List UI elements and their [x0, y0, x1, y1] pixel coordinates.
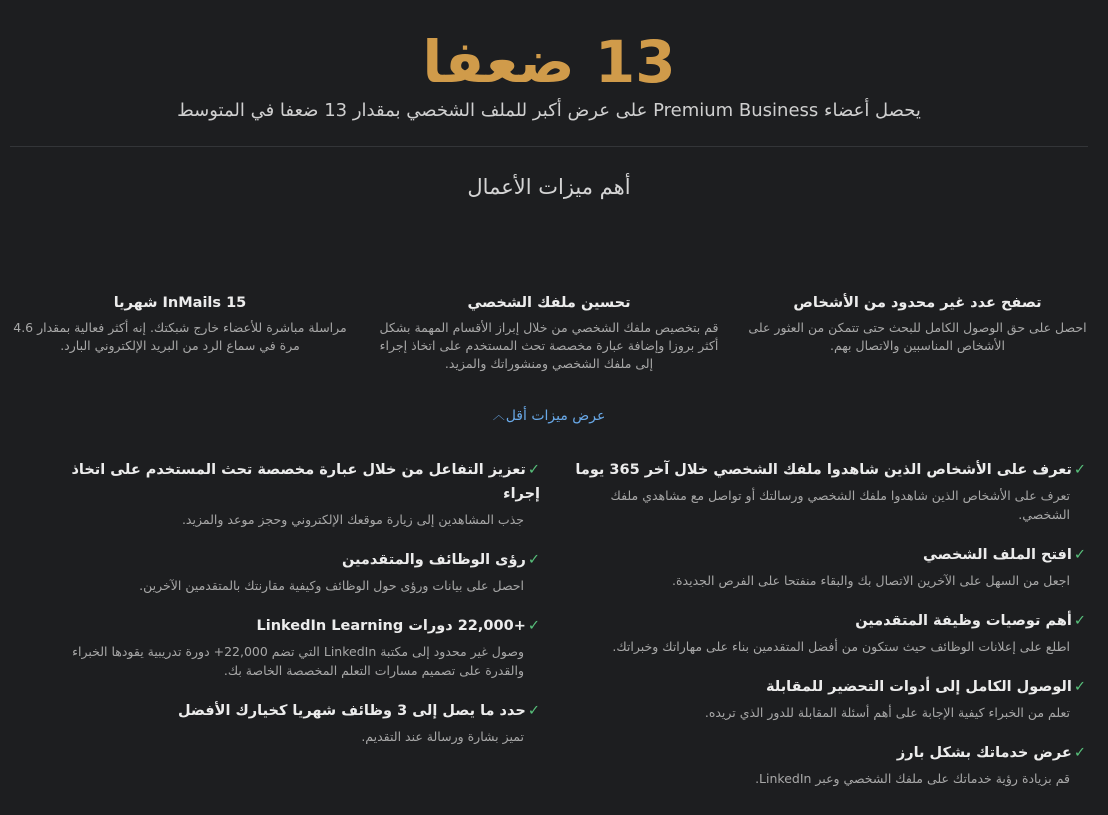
- check-icon: ✓: [1073, 462, 1086, 478]
- feature-desc: وصول غير محدود إلى مكتبة LinkedIn التي تضم 22,000+ دورة تدريبية يقودها الخبراء والقدرة على تصميم مسارات التعلم المخصصة الخاصة بك.: [72, 644, 524, 678]
- check-icon: ✓: [527, 618, 540, 634]
- top-feature-desc: مراسلة مباشرة للأعضاء خارج شبكتك. إنه أكثر فعالية بمقدار 4.6 مرة في سماع الرد من البريد الإلكتروني البارد.: [13, 320, 347, 353]
- feature-title: تعزيز التفاعل من خلال عبارة مخصصة تحث المستخدم على اتخاذ إجراء: [71, 462, 540, 502]
- top-feature-profile: [375, 293, 723, 373]
- top-feature-title: تحسين ملفك الشخصي: [467, 295, 631, 311]
- top-feature-title: InMails 15 شهريا: [113, 295, 247, 311]
- check-icon: ✓: [527, 462, 540, 478]
- feature-item: [566, 543, 1086, 590]
- top-feature-inmails: [10, 293, 350, 355]
- feature-desc: جذب المشاهدين إلى زيارة موقعك الإلكتروني وحجز موعد والمزيد.: [181, 512, 524, 527]
- top-feature-desc: احصل على حق الوصول الكامل للبحث حتى تتمكن من العثور على الأشخاص المناسبين والاتصال بهم.: [748, 320, 1087, 353]
- feature-item: [40, 458, 540, 529]
- feature-title: حدد ما يصل إلى 3 وظائف شهريا كخيارك الأفضل: [177, 703, 526, 719]
- feature-item: [40, 548, 540, 595]
- features-column-left: [40, 458, 540, 765]
- feature-desc: قم بزيادة رؤية خدماتك على ملفك الشخصي وعبر LinkedIn.: [755, 771, 1070, 786]
- chevron-up-icon: ︿: [492, 408, 505, 422]
- feature-desc: اجعل من السهل على الآخرين الاتصال بك والبقاء منفتحا على الفرص الجديدة.: [672, 573, 1070, 588]
- feature-title: رؤى الوظائف والمتقدمين: [341, 552, 526, 568]
- hero-multiplier: 13 ضعفا: [422, 28, 676, 96]
- feature-desc: تعرف على الأشخاص الذين شاهدوا ملفك الشخصي ورسالتك أو تواصل مع مشاهدي ملفك الشخصي.: [610, 488, 1070, 522]
- show-fewer-features-button[interactable]: [0, 404, 1098, 427]
- feature-title: الوصول الكامل إلى أدوات التحضير للمقابلة: [766, 679, 1072, 695]
- check-icon: ✓: [1073, 613, 1086, 629]
- features-column-right: [566, 458, 1086, 807]
- feature-title: +22,000 دورات LinkedIn Learning: [256, 618, 526, 634]
- top-feature-title: تصفح عدد غير محدود من الأشخاص: [793, 295, 1042, 311]
- check-icon: ✓: [527, 552, 540, 568]
- feature-item: [566, 675, 1086, 722]
- feature-item: [566, 741, 1086, 788]
- hero-subtitle: يحصل أعضاء Premium Business على عرض أكبر للملف الشخصي بمقدار 13 ضعفا في المتوسط: [177, 100, 921, 121]
- check-icon: ✓: [1073, 679, 1086, 695]
- top-feature-desc: قم بتخصيص ملفك الشخصي من خلال إبراز الأقسام المهمة بشكل أكثر بروزا وإضافة عبارة مخصصة تحث المستخدم على اتخاذ إجراء إلى ملفك الشخصي ومنشوراتك والمزيد.: [379, 320, 719, 371]
- feature-desc: تميز بشارة ورسالة عند التقديم.: [361, 729, 524, 744]
- feature-title: تعرف على الأشخاص الذين شاهدوا ملفك الشخصي خلال آخر 365 يوما: [575, 462, 1072, 478]
- feature-title: عرض خدماتك بشكل بارز: [896, 745, 1072, 761]
- feature-desc: تعلم من الخبراء كيفية الإجابة على أهم أسئلة المقابلة للدور الذي تريده.: [704, 705, 1070, 720]
- feature-item: [40, 699, 540, 746]
- feature-title: أهم توصيات وظيفة المتقدمين: [855, 613, 1072, 629]
- check-icon: ✓: [527, 703, 540, 719]
- check-icon: ✓: [1073, 547, 1086, 563]
- feature-item: [566, 609, 1086, 656]
- top-feature-browse: [745, 293, 1090, 355]
- feature-desc: احصل على بيانات ورؤى حول الوظائف وكيفية مقارنتك بالمتقدمين الآخرين.: [139, 578, 524, 593]
- feature-item: [566, 458, 1086, 524]
- feature-title: افتح الملف الشخصي: [923, 547, 1072, 563]
- show-fewer-features-label: عرض ميزات أقل: [505, 408, 606, 424]
- divider: [10, 146, 1088, 147]
- section-title: أهم ميزات الأعمال: [467, 175, 631, 199]
- check-icon: ✓: [1073, 745, 1086, 761]
- feature-item: [40, 614, 540, 680]
- feature-desc: اطلع على إعلانات الوظائف حيث ستكون من أفضل المتقدمين بناء على مهاراتك وخبراتك.: [612, 639, 1070, 654]
